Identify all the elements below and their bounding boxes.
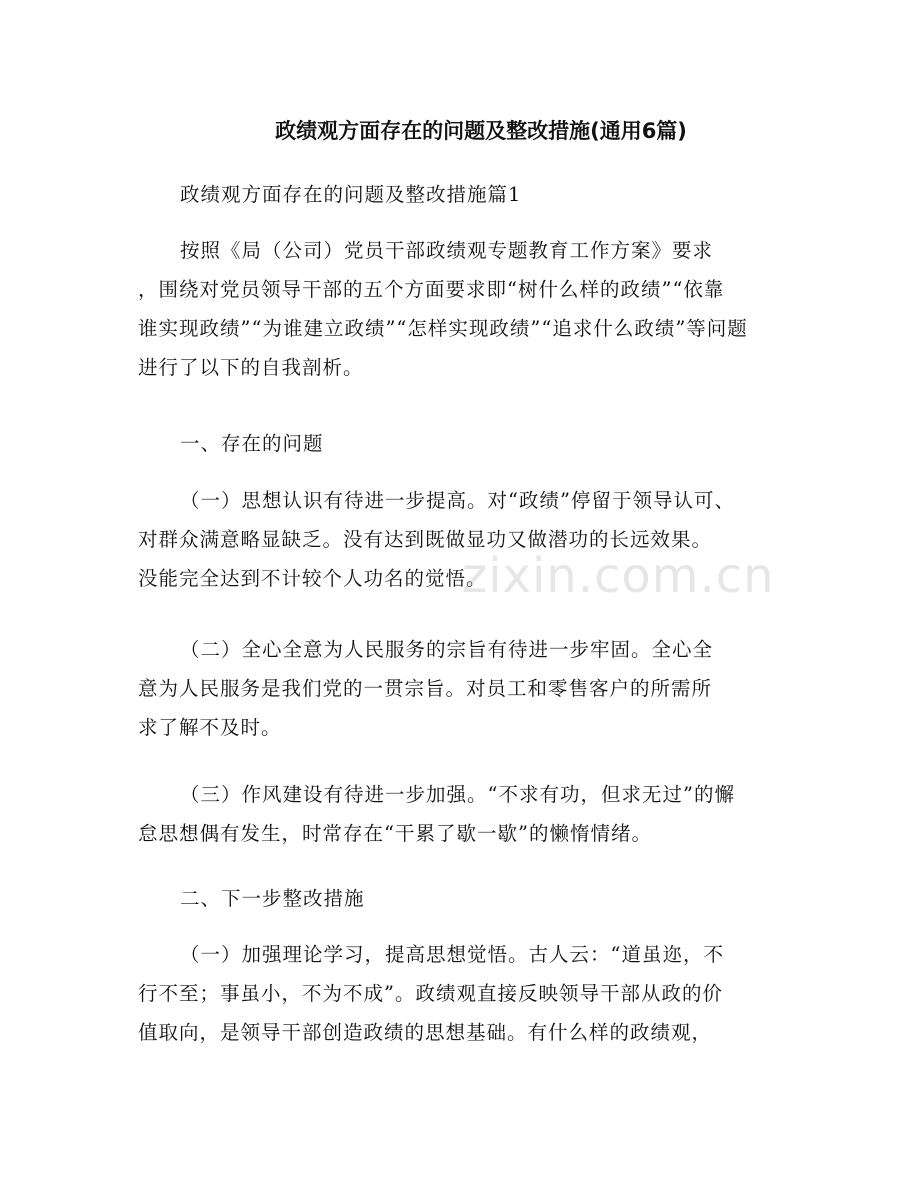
paragraph-line: （二）全心全意为人民服务的宗旨有待进一步牢固。全心全 [180,638,714,661]
paragraph-line: （一）加强理论学习，提高思想觉悟。古人云：“道虽迩，不 [180,943,724,966]
section-heading-text: 政绩观方面存在的问题及整改措施篇1 [180,183,522,206]
paragraph-line: （三）作风建设有待进一步加强。“不求有功，但求无过”的懈 [180,783,735,806]
paragraph-line: 行不至；事虽小，不为不成”。政绩观直接反映领导干部从政的价 [138,982,723,1005]
paragraph-measure-1 [138,935,786,1052]
paragraph-problem-1 [138,481,786,598]
intro-paragraph [138,231,786,387]
paragraph-line: （一）思想认识有待进一步提高。对“政绩”停留于领导认可、 [180,489,735,512]
heading-measures [138,879,828,918]
heading-problems-text: 一、存在的问题 [180,432,324,455]
section-heading [138,175,828,214]
paragraph-problem-2 [138,630,786,747]
paragraph-line: 对群众满意略显缺乏。没有达到既做显功又做潜功的长远效果。 [138,528,713,551]
heading-measures-text: 二、下一步整改措施 [180,887,365,910]
paragraph-line: 求了解不及时。 [138,716,282,739]
document-title: 政绩观方面存在的问题及整改措施(通用6篇) [275,119,687,143]
watermark: zixin.com.cn [462,548,775,604]
paragraph-line: 谁实现政绩”“为谁建立政绩”“怎样实现政绩”“追求什么政绩”等问题 [138,317,748,340]
paragraph-line: 值取向，是领导干部创造政绩的思想基础。有什么样的政绩观， [138,1021,713,1044]
paragraph-line: 意为人民服务是我们党的一贯宗旨。对员工和零售客户的所需所 [138,677,713,700]
paragraph-line: 怠思想偶有发生，时常存在“干累了歇一歇”的懒惰情绪。 [138,822,652,845]
paragraph-line: 没能完全达到不计较个人功名的觉悟。 [138,567,487,590]
paragraph-line: 按照《局（公司）党员干部政绩观专题教育工作方案》要求 [180,239,714,262]
paragraph-line: ，围绕对党员领导干部的五个方面要求即“树什么样的政绩”“依靠 [138,278,725,301]
paragraph-problem-3 [138,775,786,853]
paragraph-line: 进行了以下的自我剖析。 [138,356,364,379]
heading-problems [138,424,828,463]
